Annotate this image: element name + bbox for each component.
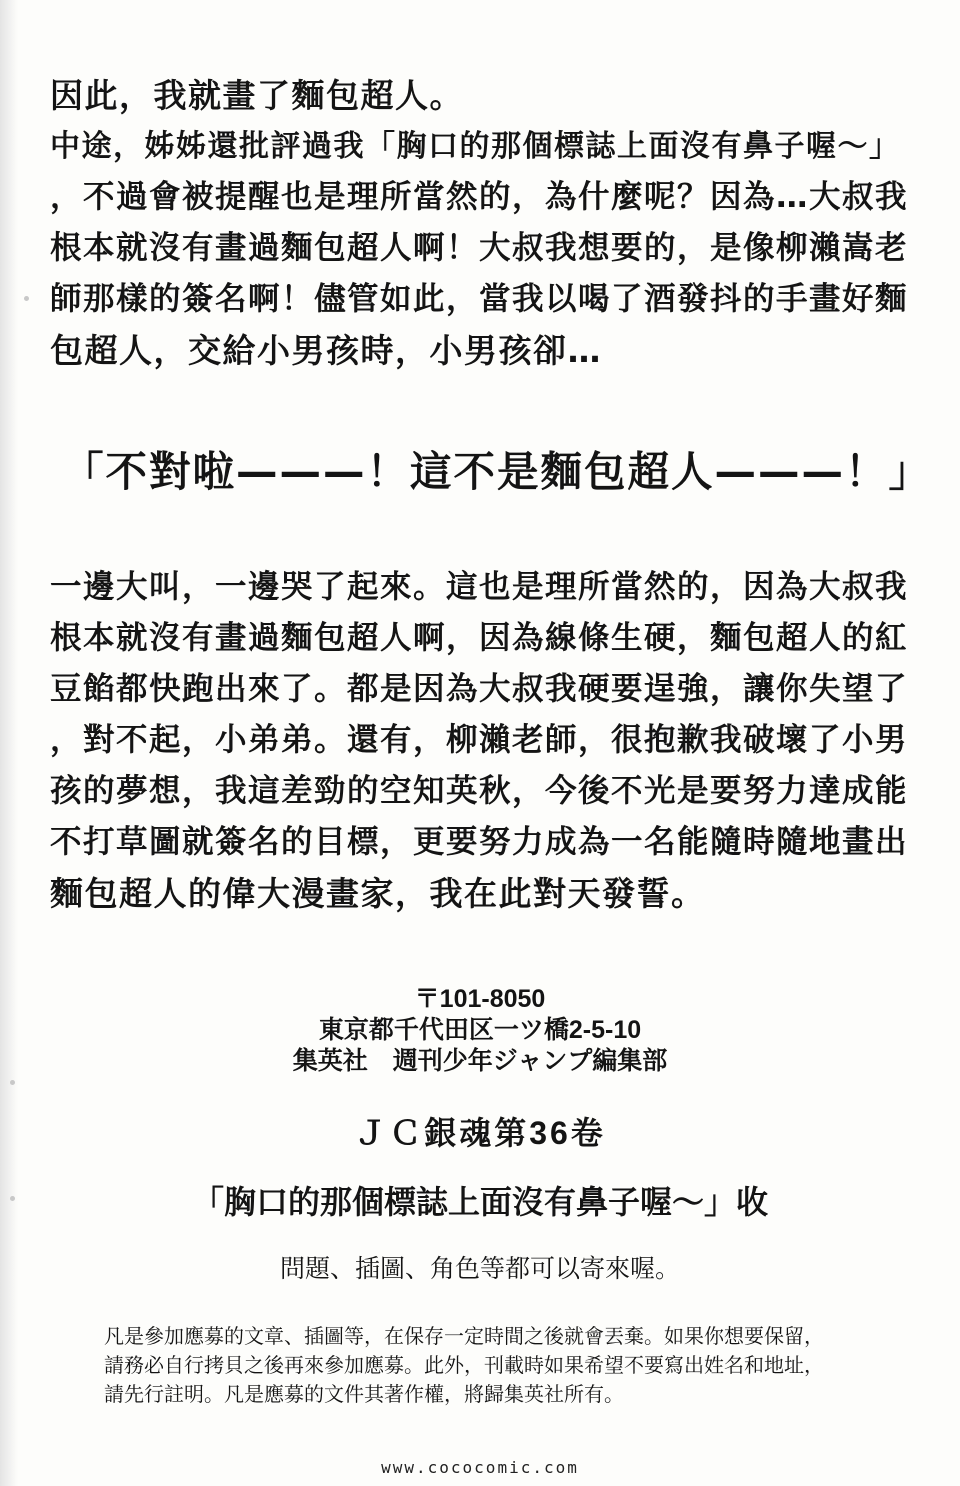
story-paragraph-1 [50,70,910,376]
paragraph-line: 豆餡都快跑出來了。都是因為大叔我硬要逞強，讓你失望了 [50,671,909,707]
paragraph-line: 師那樣的簽名啊！儘管如此，當我以喝了酒發抖的手畫好麵 [50,281,909,317]
paragraph-line: 中途，姊姊還批評過我「胸口的那個標誌上面沒有鼻子喔～」 [50,129,901,164]
submission-notice [104,1323,894,1410]
address-line: 集英社 週刊少年ジャンプ編集部 [292,1047,668,1075]
volume-title: ＪＣ銀魂第36卷 [354,1115,606,1151]
notice-line: 請先行註明。凡是應募的文件其著作權，將歸集英社所有。 [104,1384,624,1406]
paragraph-line: 麵包超人的偉大漫畫家，我在此對天發誓。 [50,874,706,913]
paragraph-line: 一邊大叫，一邊哭了起來。這也是理所當然的，因為大叔我 [50,569,909,605]
paragraph-line: ，不過會被提醒也是理所當然的，為什麼呢？因為…大叔我 [50,179,909,215]
notice-line: 請務必自行拷貝之後再來參加應募。此外，刊載時如果希望不要寫出姓名和地址， [104,1355,824,1377]
paragraph-line: 不打草圖就簽名的目標，更要努力成為一名能隨時隨地畫出 [50,824,909,860]
paragraph-line: 因此，我就畫了麵包超人。 [50,76,464,115]
notice-line: 凡是參加應募的文章、插圖等，在保存一定時間之後就會丟棄。如果你想要保留， [104,1326,824,1348]
submission-invite: 問題、插圖、角色等都可以寄來喔。 [279,1255,680,1283]
department-name: 「胸口的那個標誌上面沒有鼻子喔～」收 [191,1184,768,1220]
site-watermark: www.cococomic.com [381,1458,579,1477]
mailing-address [0,984,960,1077]
paragraph-line: 根本就沒有畫過麵包超人啊！大叔我想要的，是像柳瀨嵩老 [50,230,909,266]
address-line: 〒101-8050 [414,985,546,1013]
paragraph-line: 孩的夢想，我這差勁的空知英秋，今後不光是要努力達成能 [50,773,909,809]
address-line: 東京都千代田区一ツ橋2-5-10 [318,1016,642,1044]
story-paragraph-2 [50,562,910,919]
shout-quote: 「不對啦———！這不是麵包超人———！」 [62,447,933,496]
paragraph-line: ，對不起，小弟弟。還有，柳瀨老師，很抱歉我破壞了小男 [50,722,909,758]
paragraph-line: 包超人，交給小男孩時，小男孩卻… [50,331,602,370]
paragraph-line: 根本就沒有畫過麵包超人啊，因為線條生硬，麵包超人的紅 [50,620,909,656]
binding-hole-mark [10,1080,15,1085]
binding-hole-mark [24,296,29,301]
